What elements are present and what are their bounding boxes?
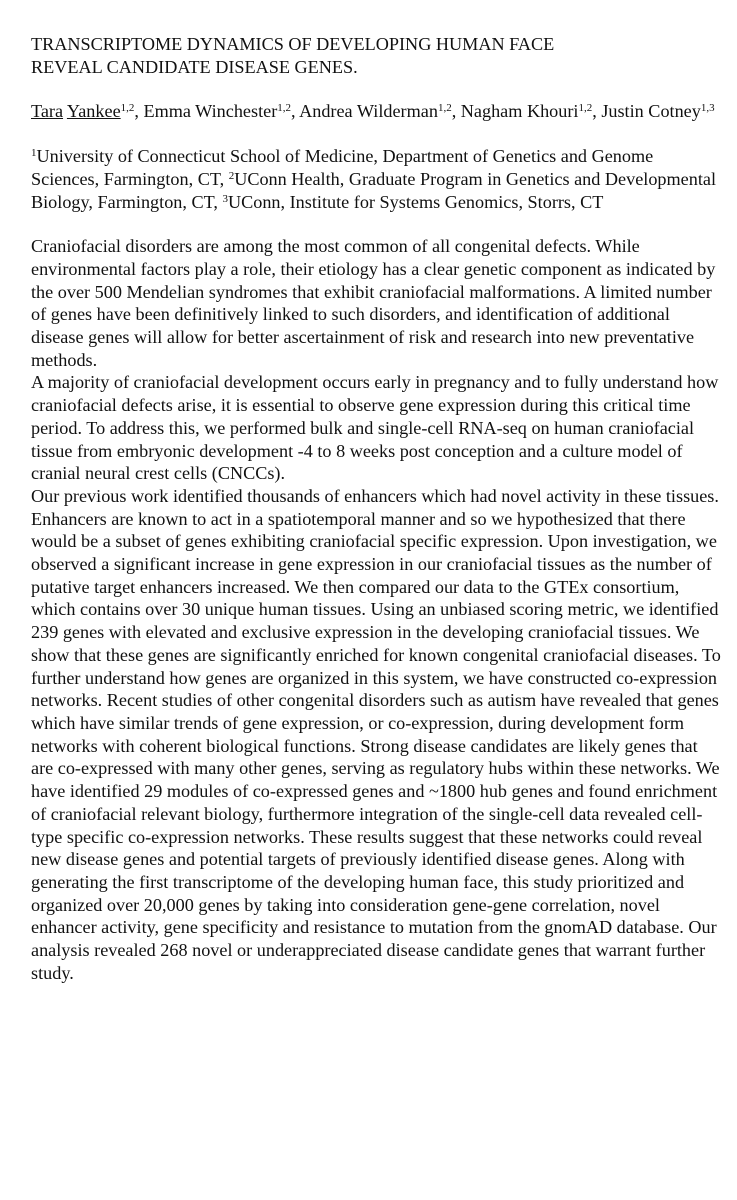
author-affiliation-marker: 1,2 (120, 102, 135, 115)
author-last-name: Yankee (66, 101, 121, 122)
title-line-1: TRANSCRIPTOME DYNAMICS OF DEVELOPING HUMAN FACE (31, 34, 555, 54)
author-name: Emma Winchester (143, 101, 278, 122)
affiliation-text: University of Connecticut School of Medicine, Department of Genetics and Genome Sciences, Farmington, CT, (31, 146, 654, 189)
author-affiliation-marker: 1,2 (578, 102, 593, 115)
author-name: Andrea Wilderman (299, 101, 438, 122)
abstract-paragraph-2: A majority of craniofacial development occurs early in pregnancy and to fully understand how craniofacial defects arise, it is essential to observe gene expression during this critical time period. To address this, we performed bulk and single-cell RNA-seq on human craniofacial tissue from embryonic development -4 to 8 weeks post conception and a culture model of cranial neural crest cells (CNCCs). (31, 372, 719, 484)
author-affiliation-marker: 1,3 (700, 102, 715, 115)
affiliation-list (31, 145, 721, 213)
affiliation-text: UConn Health, Graduate Program in Genetics and Developmental Biology, Farmington, CT, (31, 168, 717, 212)
abstract-page (31, 33, 721, 984)
abstract-paragraph-1: Craniofacial disorders are among the most common of all congenital defects. While environmental factors play a role, their etiology has a clear genetic component as indicated by the over 500 Mendelian syndromes that exhibit craniofacial malformations. A limited number of genes have been definitively linked to such disorders, and identification of additional disease genes will allow for better ascertainment of risk and research into new preventative methods. (31, 236, 716, 370)
author-list (31, 100, 721, 123)
author-separator: , (592, 101, 602, 122)
affiliation-marker: 1 (31, 147, 37, 160)
abstract-body (31, 235, 721, 984)
author-affiliation-marker: 1,2 (437, 102, 452, 115)
author-name: Nagham Khouri (460, 101, 579, 122)
paper-title (31, 33, 721, 78)
author-affiliation-marker: 1,2 (277, 102, 292, 115)
affiliation-marker: 3 (222, 192, 228, 205)
author-first-name: Tara (31, 101, 64, 122)
author-name: Justin Cotney (601, 101, 701, 122)
author-separator: , (134, 101, 144, 122)
abstract-paragraph-3: Our previous work identified thousands of enhancers which had novel activity in these tissues. Enhancers are known to act in a spatiotemporal manner and so we hypothesized that there would be a subset of genes exhibiting craniofacial specific expression. Upon investigation, we observed a significant increase in gene expression in our craniofacial tissues as the number of putative target enhancers increased. We then compared our data to the GTEx consortium, which contains over 30 unique human tissues. Using an unbiased scoring metric, we identified 239 genes with elevated and exclusive expression in the developing craniofacial tissues. We show that these genes are significantly enriched for known congenital craniofacial diseases. To further understand how genes are organized in this system, we have constructed co-expression networks. Recent studies of other congenital disorders such as autism have revealed that genes which have similar trends of gene expression, or co-expression, during development form networks with coherent biological functions. Strong disease candidates are likely genes that are co-expressed with many other genes, serving as regulatory hubs within these networks. We have identified 29 modules of co-expressed genes and ~1800 hub genes and found enrichment of craniofacial relevant biology, furthermore integration of the single-cell data revealed cell-type specific co-expression networks. These results suggest that these networks could reveal new disease genes and potential targets of previously identified disease genes. Along with generating the first transcriptome of the developing human face, this study prioritized and organized over 20,000 genes by taking into consideration gene-gene correlation, novel enhancer activity, gene specificity and resistance to mutation from the gnomAD database. Our analysis revealed 268 novel or underappreciated disease candidate genes that warrant further study. (31, 485, 721, 983)
title-line-2: REVEAL CANDIDATE DISEASE GENES. (31, 56, 358, 77)
author-separator: , (451, 101, 461, 122)
affiliation-text: UConn, Institute for Systems Genomics, Storrs, CT (227, 191, 604, 212)
affiliation-marker: 2 (228, 169, 235, 182)
author-separator: , (291, 101, 300, 122)
